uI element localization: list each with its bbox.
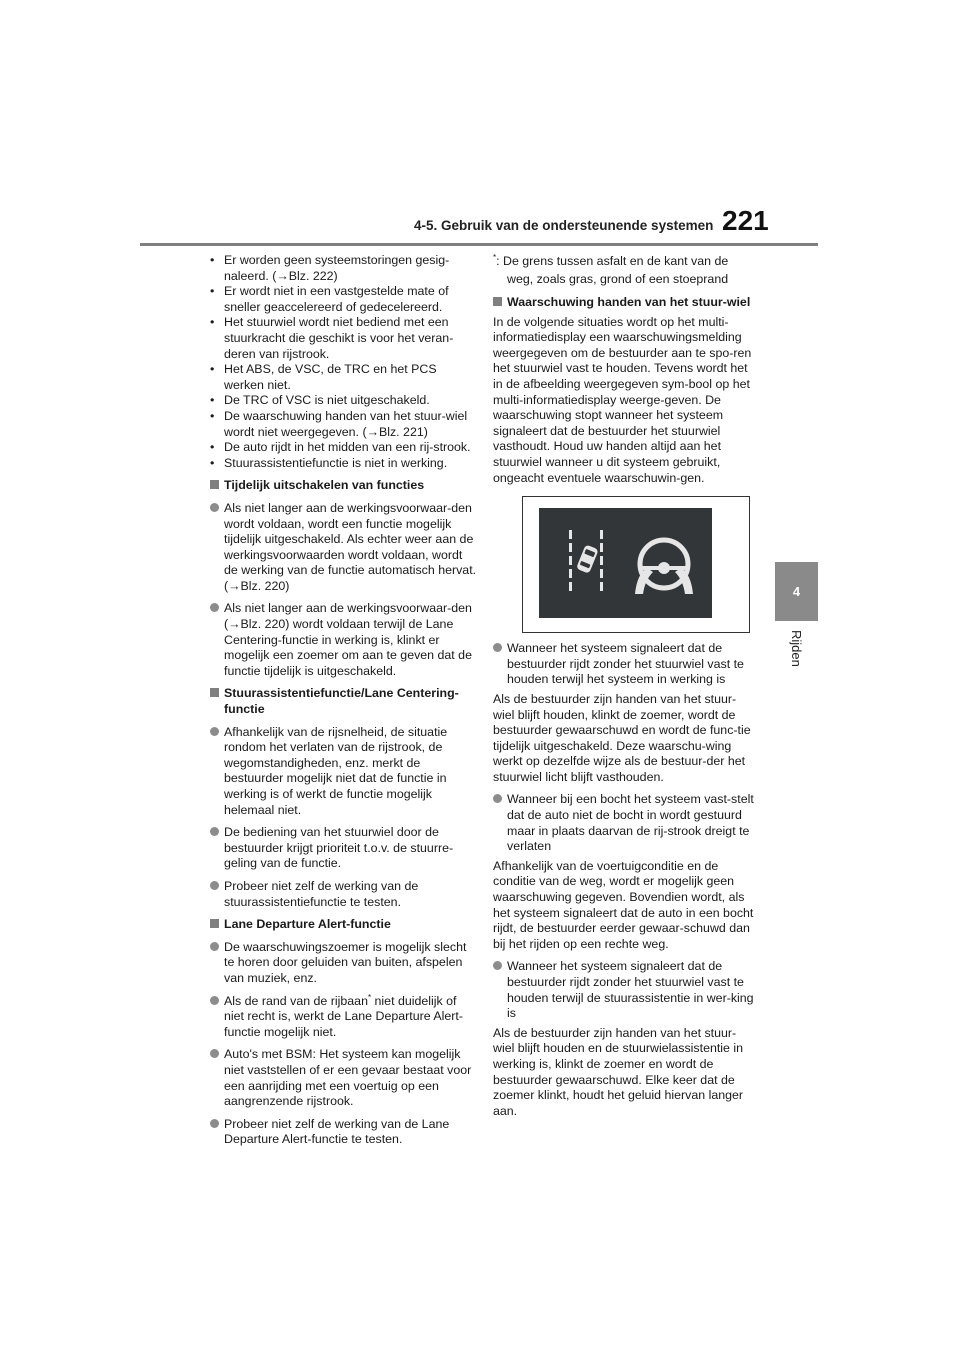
bullet-item: • Stuurassistentiefunctie is niet in werking. [210, 455, 448, 470]
list-item: Wanneer het systeem signaleert dat de bestuurder rijdt zonder het stuurwiel vast te houden terwijl het systeem in werking is [493, 641, 755, 688]
paragraph: In de volgende situaties wordt op het multi-informatiedisplay een waarschuwingsmelding weergegeven om de bestuurder aan te spo-ren het stuurwiel vast te houden. Tevens wordt het in de afbeelding weergegeven sym-bool op het multi-informatiedisplay weerge-geven. De waarschuwing stopt wanneer het systeem signaleert dat de bestuurder het stuurwiel vasthoudt. Houd uw handen altijd aan het stuurwiel wanneer u dit systeem gebruikt, ongeacht eventuele waarschuwin-gen. [493, 314, 752, 485]
section-heading: Stuurassistentiefunctie/Lane Centering-functie [210, 686, 478, 717]
list-item: Als niet langer aan de werkingsvoorwaar-den wordt voldaan, wordt een functie mogelijk tijdelijk uitgeschakeld. Als echter weer aan de werkingsvoorwaarden wordt voldaan, wordt de werking van de functie automatisch hervat. (→Blz. 220) [210, 501, 478, 595]
circle-bullet-icon [210, 942, 219, 951]
bullet-item: • Er wordt niet in een vastgestelde mate of sneller geaccelereerd of gedecelereerd. [210, 284, 449, 314]
list-item: De waarschuwingszoemer is mogelijk slecht te horen door geluiden van buiten, afspelen van muziek, enz. [210, 940, 478, 987]
paragraph: Afhankelijk van de voertuigconditie en de conditie van de weg, wordt er mogelijk geen waarschuwing gegeven. Bovendien wordt, als het systeem signaleert dat de auto in een bocht rijdt, de bestuurder eerder gewaar-schuwd dan bij het rijden op een rechte weg. [493, 858, 754, 951]
section-heading: Tijdelijk uitschakelen van functies [210, 478, 478, 494]
list-item: Als niet langer aan de werkingsvoorwaar-den (→Blz. 220) wordt voldaan terwijl de Lane Centering-functie in werking is, klinkt er mogelijk een zoemer om aan te geven dat de functie tijdelijk is uitgeschakeld. [210, 601, 478, 679]
circle-bullet-icon [210, 881, 219, 890]
bullet-item: • De waarschuwing handen van het stuur-wiel wordt niet weergegeven. (→Blz. 221) [210, 408, 468, 439]
multi-information-display [539, 508, 712, 618]
square-bullet-icon [210, 919, 219, 928]
circle-bullet-icon [210, 503, 219, 512]
square-bullet-icon [210, 688, 219, 697]
circle-bullet-icon [493, 961, 502, 970]
chapter-label: Rijden [789, 630, 804, 667]
header-rule [140, 243, 818, 246]
chapter-tab: 4 [775, 562, 818, 621]
bullet-item: • De TRC of VSC is niet uitgeschakeld. [210, 393, 430, 408]
right-column [493, 253, 755, 1119]
paragraph: Als de bestuurder zijn handen van het stuur-wiel blijft houden, klinkt de zoemer, wordt de bestuurder gewaarschuwd en wordt de func-tie tijdelijk uitgeschakeld. Deze waarschu-wing werkt op dezelfde wijze als de bestuur-der het stuurwiel licht blijft vasthouden. [493, 691, 751, 784]
circle-bullet-icon [210, 827, 219, 836]
list-item: Wanneer het systeem signaleert dat de bestuurder rijdt zonder het stuurwiel vast te houden terwijl de stuurassistentie in wer-king is [493, 959, 755, 1021]
circle-bullet-icon [210, 996, 219, 1005]
left-column [210, 253, 478, 1148]
square-bullet-icon [210, 480, 219, 489]
circle-bullet-icon [210, 603, 219, 612]
page-number: 221 [722, 205, 769, 236]
footnote: *: De grens tussen asfalt en de kant van de weg, zoals gras, grond of een stoeprand [493, 252, 729, 286]
lane-trace-hands-off-icons [539, 508, 712, 618]
list-item: Probeer niet zelf de werking van de Lane Departure Alert-functie te testen. [210, 1117, 478, 1148]
circle-bullet-icon [493, 643, 502, 652]
list-item: De bediening van het stuurwiel door de bestuurder krijgt prioriteit t.o.v. de stuurre-geling van de functie. [210, 825, 478, 872]
display-figure [522, 496, 750, 633]
list-item: Wanneer bij een bocht het systeem vast-stelt dat de auto niet de bocht in wordt gestuurd maar in plaats daarvan de rij-strook dreigt te verlaten [493, 792, 755, 854]
bullet-item: • Het ABS, de VSC, de TRC en het PCS werken niet. [210, 362, 437, 392]
list-item: Afhankelijk van de rijsnelheid, de situatie rondom het verlaten van de rijstrook, de wegomstandigheden, enz. merkt de bestuurder mogelijk niet dat de functie in werking is of werkt de functie mogelijk helemaal niet. [210, 725, 478, 819]
section-heading: Waarschuwing handen van het stuur-wiel [493, 295, 755, 311]
paragraph: Als de bestuurder zijn handen van het stuur-wiel blijft houden en de stuurwielassistentie in werking is, klinkt de zoemer en wordt de bestuurder gewaarschuwd. Elke keer dat de zoemer klinkt, houdt het geluid hiervan langer aan. [493, 1025, 744, 1118]
bullet-item: • De auto rijdt in het midden van een rij-strook. [210, 440, 471, 455]
hands-off-wheel-icon [635, 540, 693, 594]
circle-bullet-icon [210, 1049, 219, 1058]
list-item: Als de rand van de rijbaan* niet duidelijk of niet recht is, werkt de Lane Departure Alert-functie mogelijk niet. [210, 994, 478, 1041]
section-heading: Lane Departure Alert-functie [210, 917, 478, 933]
circle-bullet-icon [493, 794, 502, 803]
circle-bullet-icon [210, 727, 219, 736]
section-title: 4-5. Gebruik van de ondersteunende systemen [414, 218, 714, 233]
lane-trace-icon [569, 530, 603, 591]
bullet-item: • Er worden geen systeemstoringen gesig-naleerd. (→Blz. 222) [210, 253, 450, 283]
list-item: Auto's met BSM: Het systeem kan mogelijk niet vaststellen of er een gevaar bestaat voor een aanrijding met een voertuig op een aangrenzende rijstrook. [210, 1047, 478, 1109]
circle-bullet-icon [210, 1119, 219, 1128]
bullet-item: • Het stuurwiel wordt niet bediend met een stuurkracht die geschikt is voor het veran-deren van rijstrook. [210, 315, 454, 361]
square-bullet-icon [493, 297, 502, 306]
list-item: Probeer niet zelf de werking van de stuurassistentiefunctie te testen. [210, 879, 478, 910]
